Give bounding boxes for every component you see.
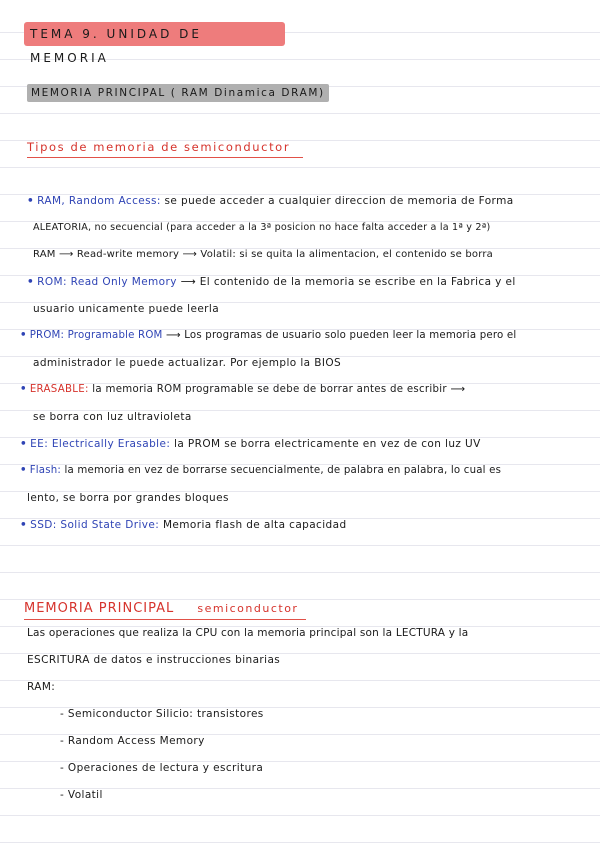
memoria-principal-label: MEMORIA PRINCIPAL ( RAM Dinamica DRAM) xyxy=(27,84,329,102)
term-flash: Flash: xyxy=(29,465,62,476)
term-prom: PROM: Programable ROM xyxy=(29,330,163,341)
bullet: • xyxy=(20,384,27,395)
heading-part-a: MEMORIA PRINCIPAL xyxy=(24,601,175,616)
text-ssd: Memoria flash de alta capacidad xyxy=(159,519,347,531)
text-ee: la PROM se borra electricamente en vez de con luz UV xyxy=(170,438,481,450)
text-erasable: la memoria ROM programable se debe de borrar antes de escribir ⟶ xyxy=(88,384,466,395)
list-item-erasable xyxy=(20,384,465,395)
text-line: RAM ⟶ Read-write memory ⟶ Volatil: si se quita la alimentacion, el contenido se borra xyxy=(33,249,493,260)
text-line: ALEATORIA, no secuencial (para acceder a la 3ª posicion no hace falta acceder a la 1ª y 2ª) xyxy=(33,222,491,233)
text-flash: la memoria en vez de borrarse secuencialmente, de palabra en palabra, lo cual es xyxy=(61,465,502,476)
list-item-ee xyxy=(20,438,481,450)
term-erasable: ERASABLE: xyxy=(29,384,89,395)
term-ssd: SSD: Solid State Drive: xyxy=(30,519,160,531)
text-line: se borra con luz ultravioleta xyxy=(33,411,192,423)
bullet: • xyxy=(27,195,35,207)
text-line: lento, se borra por grandes bloques xyxy=(27,492,229,504)
list-item: - Volatil xyxy=(60,789,103,801)
text-prom: ⟶ Los programas de usuario solo pueden leer la memoria pero el xyxy=(162,330,517,341)
bullet: • xyxy=(20,438,28,450)
bullet: • xyxy=(20,519,28,531)
list-item: - Operaciones de lectura y escritura xyxy=(60,762,264,774)
list-item-ssd xyxy=(20,519,347,531)
bullet: • xyxy=(20,465,27,476)
list-item-prom xyxy=(20,330,516,341)
ram-label: RAM: xyxy=(27,681,56,693)
paragraph-line: Las operaciones que realiza la CPU con la memoria principal son la LECTURA y la xyxy=(27,627,469,639)
list-item: - Random Access Memory xyxy=(60,735,205,747)
text-line: usuario unicamente puede leerla xyxy=(33,303,220,315)
term-ee: EE: Electrically Erasable: xyxy=(30,438,171,450)
list-item-flash xyxy=(20,465,501,476)
list-item-ram xyxy=(27,195,514,207)
term-rom: ROM: Read Only Memory xyxy=(37,276,177,288)
text-ram: se puede acceder a cualquier direccion de memoria de Forma xyxy=(160,195,514,207)
term-ram: RAM, Random Access: xyxy=(37,195,161,207)
list-item-rom xyxy=(27,276,516,288)
bullet: • xyxy=(20,330,27,341)
page-title: TEMA 9. UNIDAD DE MEMORIA xyxy=(24,22,285,46)
text-rom: ⟶ El contenido de la memoria se escribe en la Fabrica y el xyxy=(176,276,516,288)
text-line: administrador le puede actualizar. Por ejemplo la BIOS xyxy=(33,357,342,369)
section-heading-memoria-principal xyxy=(24,597,306,620)
list-item: - Semiconductor Silicio: transistores xyxy=(60,708,264,720)
paragraph-line: ESCRITURA de datos e instrucciones binarias xyxy=(27,654,281,666)
bullet: • xyxy=(27,276,35,288)
heading-part-b: semiconductor xyxy=(197,602,299,615)
section-heading-tipos: Tipos de memoria de semiconductor xyxy=(27,140,303,158)
